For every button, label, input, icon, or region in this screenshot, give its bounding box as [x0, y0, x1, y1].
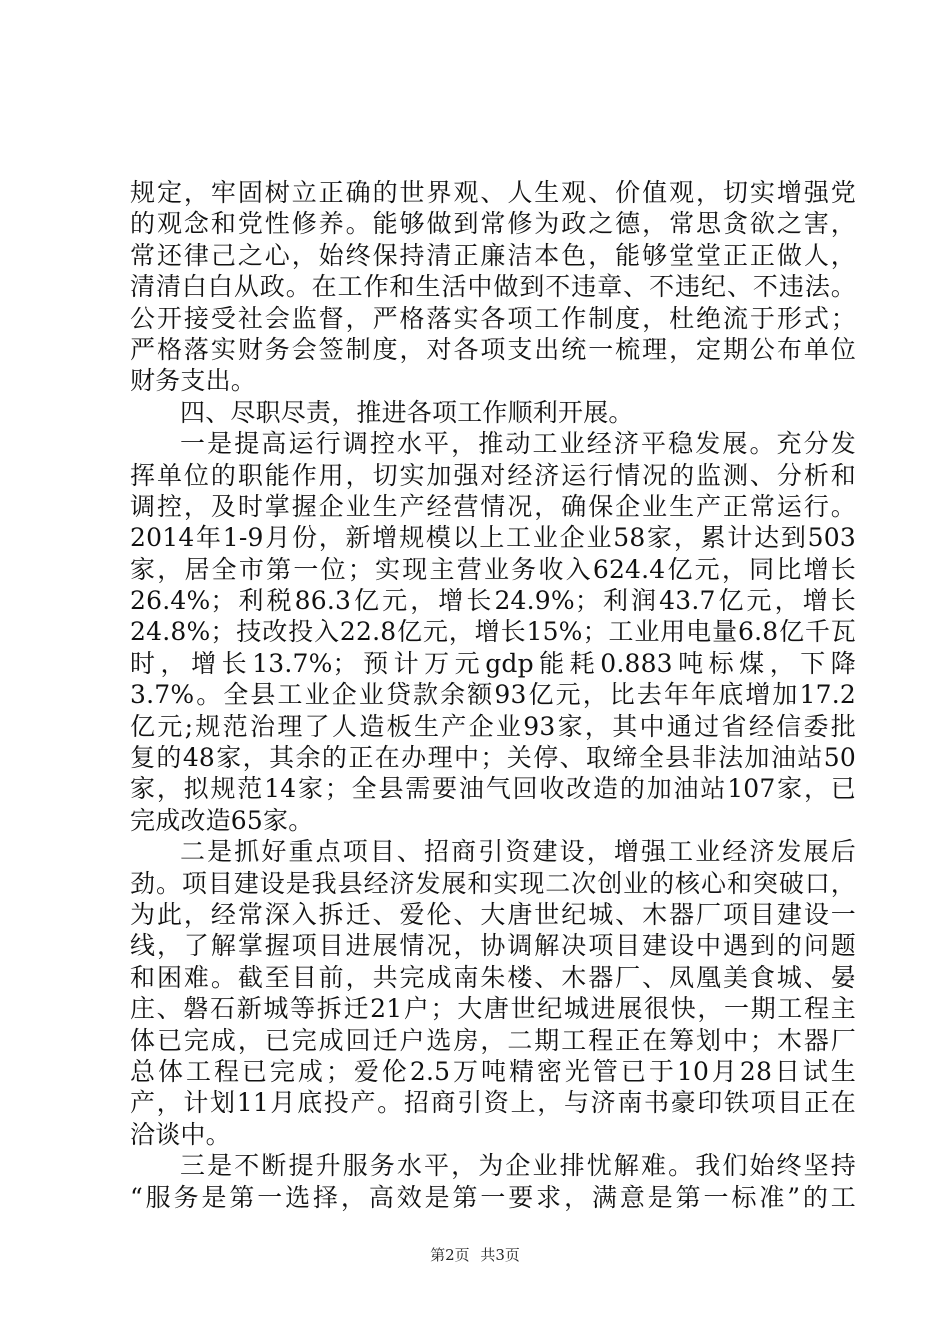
text-line: 复的48家，其余的正在办理中；关停、取缔全县非法加油站50 — [130, 743, 856, 773]
text-line: “服务是第一选择，高效是第一要求，满意是第一标准”的工 — [130, 1182, 856, 1212]
text-line: 为此，经常深入拆迁、爱伦、大唐世纪城、木器厂项目建设一 — [130, 899, 856, 929]
text-line: 调控，及时掌握企业生产经营情况，确保企业生产正常运行。 — [130, 491, 856, 521]
page-number: 第2页 — [430, 1246, 470, 1264]
text-line: 庄、磐石新城等拆迁21户；大唐世纪城进展很快，一期工程主 — [130, 994, 856, 1024]
text-line: 线，了解掌握项目进展情况，协调解决项目建设中遇到的问题 — [130, 931, 856, 961]
text-line: 清清白白从政。在工作和生活中做到不违章、不违纪、不违法。 — [130, 272, 856, 302]
text-line: 26.4%；利税86.3亿元，增长24.9%；利润43.7亿元，增长 — [130, 586, 856, 616]
text-line: 四、尽职尽责，推进各项工作顺利开展。 — [180, 397, 634, 427]
text-line: 3.7%。全县工业企业贷款余额93亿元，比去年年底增加17.2 — [130, 680, 856, 710]
page-footer — [0, 1244, 950, 1265]
text-line: 亿元;规范治理了人造板生产企业93家，其中通过省经信委批 — [130, 711, 856, 741]
text-line: 总体工程已完成；爱伦2.5万吨精密光管已于10月28日试生 — [130, 1056, 856, 1086]
text-line: 和困难。截至目前，共完成南朱楼、木器厂、凤凰美食城、晏 — [130, 962, 856, 992]
text-line: 24.8%；技改投入22.8亿元，增长15%；工业用电量6.8亿千瓦 — [130, 617, 856, 647]
text-line: 三是不断提升服务水平，为企业排忧解难。我们始终坚持 — [180, 1151, 856, 1181]
text-line: 的观念和党性修养。能够做到常修为政之德，常思贪欲之害， — [130, 209, 856, 239]
text-line: 挥单位的职能作用，切实加强对经济运行情况的监测、分析和 — [130, 460, 856, 490]
text-line: 规定，牢固树立正确的世界观、人生观、价值观，切实增强党 — [130, 178, 856, 207]
text-line: 家，拟规范14家；全县需要油气回收改造的加油站107家，已 — [130, 774, 856, 804]
text-line: 家，居全市第一位；实现主营业务收入624.4亿元，同比增长 — [130, 554, 856, 584]
document-body — [130, 177, 856, 1213]
text-line: 体已完成，已完成回迁户选房，二期工程正在筹划中；木器厂 — [130, 1025, 856, 1055]
text-line: 产，计划11月底投产。招商引资上，与济南书豪印铁项目正在 — [130, 1088, 856, 1118]
text-line: 时，增长13.7%；预计万元gdp能耗0.883吨标煤，下降 — [130, 648, 856, 678]
text-line: 二是抓好重点项目、招商引资建设，增强工业经济发展后 — [180, 837, 856, 867]
text-line: 财务支出。 — [130, 366, 257, 396]
text-line: 完成改造65家。 — [130, 805, 314, 835]
page-total: 共3页 — [480, 1246, 520, 1264]
text-line: 严格落实财务会签制度，对各项支出统一梳理，定期公布单位 — [130, 334, 856, 364]
text-line: 常还律己之心，始终保持清正廉洁本色，能够堂堂正正做人， — [130, 240, 856, 270]
text-line: 劲。项目建设是我县经济发展和实现二次创业的核心和突破口， — [130, 868, 856, 898]
text-line: 公开接受社会监督，严格落实各项工作制度，杜绝流于形式； — [130, 303, 856, 333]
text-line: 2014年1-9月份，新增规模以上工业企业58家，累计达到503 — [130, 523, 856, 553]
text-line: 洽谈中。 — [130, 1119, 231, 1149]
text-line: 一是提高运行调控水平，推动工业经济平稳发展。充分发 — [180, 429, 856, 459]
